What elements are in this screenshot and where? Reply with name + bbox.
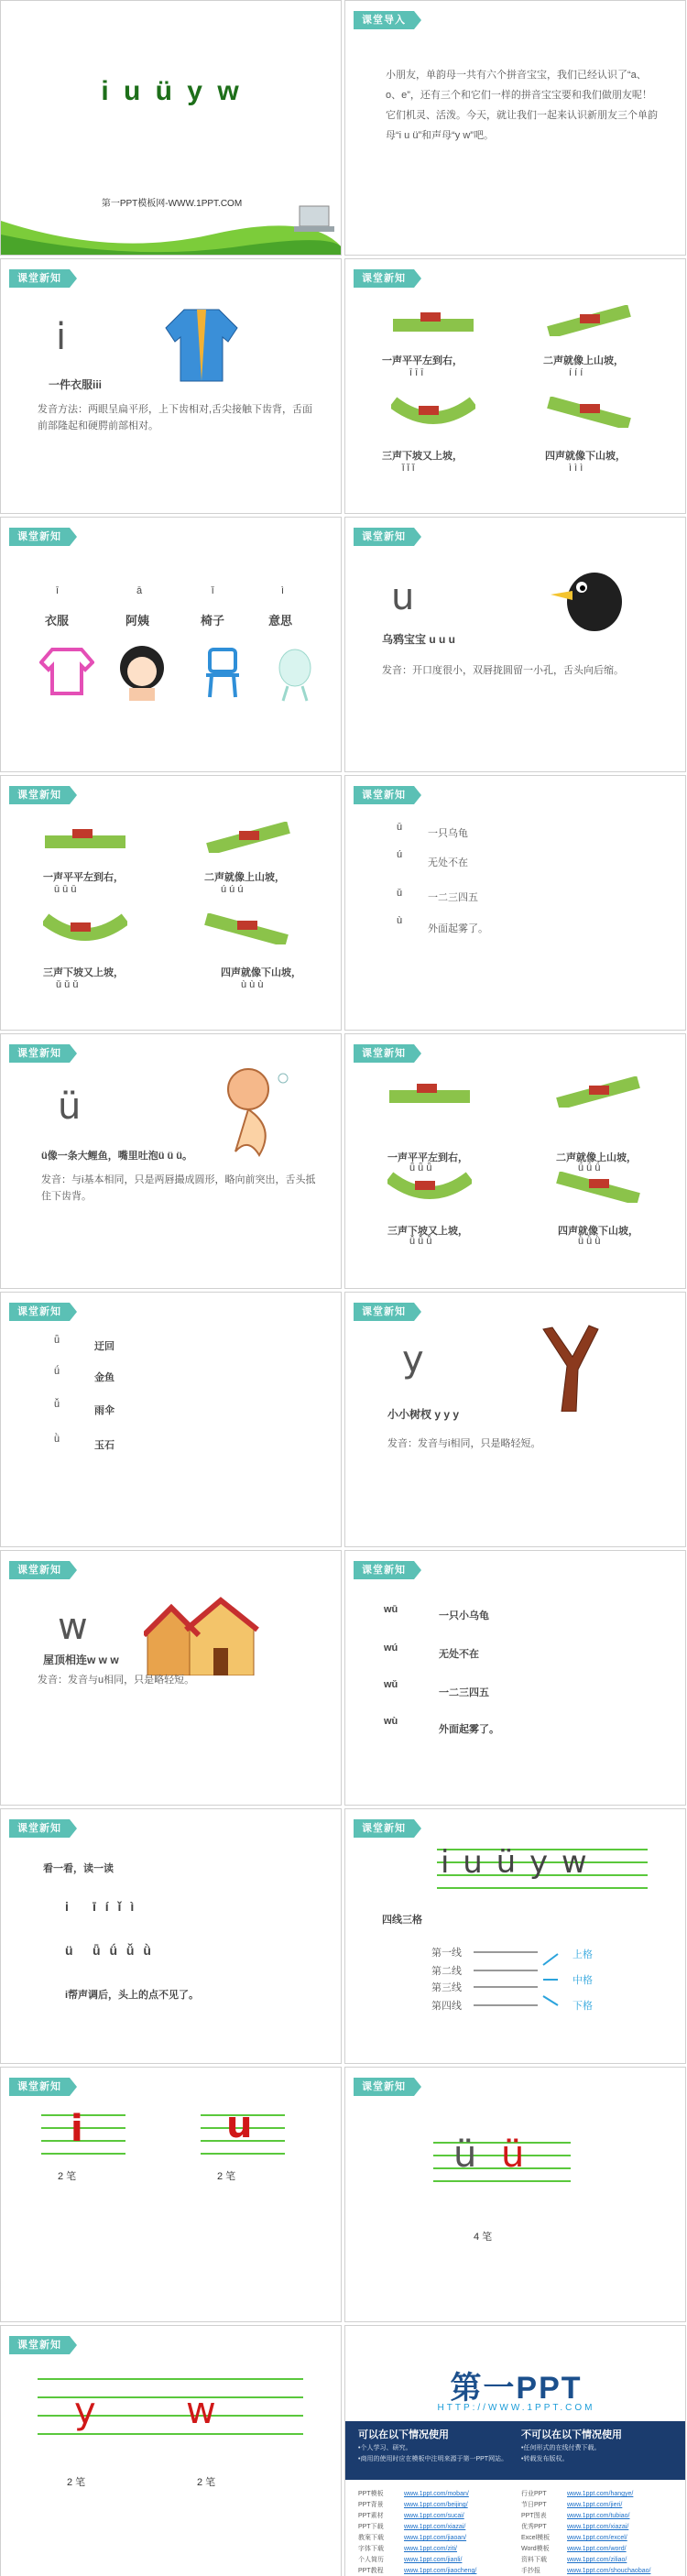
- resource-links-right: [521, 2489, 677, 2576]
- resource-link-label: 资料下载: [521, 2557, 547, 2563]
- wu-phrase3: 一二三四五: [439, 1687, 489, 1698]
- word2-tone: ā: [136, 585, 143, 596]
- resource-link-label: 教案下载: [358, 2535, 384, 2541]
- resource-link-label: Excel模板: [521, 2535, 551, 2541]
- write-letter-y: y: [74, 2390, 96, 2432]
- resource-link-row[interactable]: [521, 2500, 677, 2511]
- v-word4-tone: ǜ: [54, 1434, 60, 1445]
- shirt-icon: [39, 646, 94, 697]
- caption-y: 小小树杈 y y y: [387, 1408, 460, 1421]
- resource-link-label: 字体下载: [358, 2546, 384, 2552]
- can-use-line1: •个人学习、研究。: [358, 2445, 412, 2451]
- resource-link-row[interactable]: [358, 2566, 514, 2576]
- slide-letter-v: [0, 1033, 342, 1289]
- grid-lower: 下格: [572, 2000, 593, 2012]
- tone4-pinyin: ù ù ù: [241, 979, 264, 990]
- section-tag: 课堂新知: [354, 1303, 414, 1321]
- slide-v-words: [0, 1292, 342, 1547]
- resource-link-label: PPT背景: [358, 2502, 384, 2508]
- resource-link-url[interactable]: www.1ppt.com/beijing/: [404, 2502, 468, 2508]
- section-tag: 课堂新知: [9, 1819, 70, 1838]
- write-letter-u: u: [226, 2104, 253, 2146]
- slide-letter-w: [0, 1550, 342, 1806]
- rising-road-icon: [556, 1076, 640, 1108]
- wu-phrase1: 一只小乌龟: [439, 1610, 489, 1621]
- wu-phrase2-tone: wú: [384, 1643, 398, 1654]
- word3-tone: ǐ: [212, 585, 214, 596]
- resource-link-url[interactable]: www.1ppt.com/ziliao/: [567, 2557, 627, 2563]
- practice-row2-letter: ü: [65, 1943, 73, 1958]
- resource-link-label: 节日PPT: [521, 2502, 547, 2508]
- tone1-text: 一声平平左到右，: [382, 355, 463, 366]
- resource-link-row[interactable]: [358, 2522, 514, 2533]
- resource-link-row[interactable]: [521, 2522, 677, 2533]
- resource-link-label: PPT教程: [358, 2568, 384, 2574]
- tone1-pinyin: ī ī ī: [409, 367, 424, 378]
- tone2-text: 二声就像上山坡，: [204, 872, 285, 883]
- grid-diagram-lines: [474, 1947, 565, 2011]
- carp-fish-icon: [212, 1064, 303, 1159]
- slide-letter-i: [0, 258, 342, 514]
- grid-label: 四线三格: [382, 1915, 422, 1926]
- phrase3: 一二三四五: [428, 891, 478, 903]
- slide-write-i-u: [0, 2067, 342, 2322]
- rising-road-icon: [206, 822, 290, 853]
- line-name-2: 第二线: [431, 1965, 462, 1977]
- stroke-count-i: 2 笔: [58, 2171, 77, 2182]
- phrase1-tone: ū: [397, 822, 403, 833]
- practice-note: i帮声调后，头上的点不见了。: [65, 1990, 200, 2001]
- write-letter-i: i: [71, 2108, 83, 2150]
- tone3-pinyin: ǐ ǐ ǐ: [402, 463, 415, 474]
- resource-link-row[interactable]: [521, 2533, 677, 2544]
- resource-link-url[interactable]: www.1ppt.com/ziti/: [404, 2546, 457, 2552]
- slide-i-words: [0, 517, 342, 772]
- phrase1: 一只乌龟: [428, 827, 468, 839]
- section-tag: 课堂新知: [9, 786, 70, 804]
- resource-link-label: PPT下载: [358, 2524, 384, 2530]
- writing-lines-left: [41, 2112, 125, 2159]
- line-name-4: 第四线: [431, 2000, 462, 2012]
- slide-letter-y: [344, 1292, 686, 1547]
- can-use-title: 可以在以下情况使用: [358, 2429, 449, 2440]
- stroke-count-y: 2 笔: [67, 2477, 86, 2488]
- tone2-pinyin: ú ú ú: [221, 884, 244, 895]
- tone3-text: 三声下坡又上坡，: [43, 967, 124, 978]
- resource-link-url[interactable]: www.1ppt.com/xiazai/: [404, 2524, 466, 2530]
- resource-link-row[interactable]: [521, 2566, 677, 2576]
- tone4-text: 四声就像下山坡，: [558, 1226, 638, 1237]
- laptop-icon: [294, 204, 336, 237]
- slide-u-phrases: [344, 775, 686, 1031]
- tone3-pinyin: ǔ ǔ ǔ: [56, 979, 79, 990]
- tone1-pinyin: ǖ ǖ ǖ: [409, 1162, 432, 1173]
- line-name-3: 第三线: [431, 1981, 462, 1993]
- resource-link-url[interactable]: www.1ppt.com/jieri/: [567, 2502, 623, 2508]
- resource-link-row[interactable]: [358, 2511, 514, 2522]
- section-tag: 课堂新知: [354, 528, 414, 546]
- slide-letter-u: [344, 517, 686, 772]
- tree-branch-icon: [525, 1320, 607, 1412]
- resource-link-url[interactable]: www.1ppt.com/jianli/: [404, 2557, 463, 2563]
- stroke-count-v: 4 笔: [474, 2232, 493, 2243]
- resource-link-url[interactable]: www.1ppt.com/excel/: [567, 2535, 627, 2541]
- resource-link-label: Word模板: [521, 2546, 550, 2552]
- wu-phrase2: 无处不在: [439, 1649, 479, 1660]
- resource-link-label: 手抄报: [521, 2568, 540, 2574]
- grid-middle: 中格: [572, 1974, 593, 1986]
- pronunciation-v: 发音：与i基本相同，只是两唇撮成圆形，略向前突出，舌头抵住下齿背。: [41, 1174, 316, 1202]
- can-use-line2: •商用的使用时应在模板中注明来源于第一PPT网站。: [358, 2456, 508, 2462]
- pronunciation-i: 发音方法：两眼呈扁平形，上下齿相对,舌尖接触下齿背，舌面前部隆起和硬腭前部相对。: [38, 404, 313, 431]
- section-tag: 课堂新知: [354, 1044, 414, 1063]
- grid-letters: i u ü y w: [441, 1844, 589, 1881]
- tone3-text: 三声下坡又上坡，: [387, 1226, 468, 1237]
- resource-link-row[interactable]: [521, 2489, 677, 2500]
- slide-title: [0, 0, 342, 256]
- resource-link-url[interactable]: www.1ppt.com/jiaocheng/: [404, 2568, 477, 2574]
- write-letter-v-model: ü: [453, 2134, 477, 2176]
- wu-phrase4: 外面起雾了。: [439, 1724, 499, 1735]
- resource-link-label: PPT图表: [521, 2513, 547, 2519]
- flat-road-icon: [387, 1076, 472, 1108]
- pronunciation-u: 发音：开口度很小，双唇拢圆留一小孔，舌头向后缩。: [382, 665, 624, 676]
- write-letter-w: w: [186, 2390, 216, 2432]
- letter-u: u: [391, 576, 415, 618]
- tone4-pinyin: ì ì ì: [569, 463, 583, 474]
- section-tag: 课堂新知: [354, 1561, 414, 1579]
- letter-w: w: [58, 1606, 88, 1648]
- resource-link-label: 优秀PPT: [521, 2524, 547, 2530]
- letter-i: i: [56, 316, 67, 358]
- resource-link-label: 个人简历: [358, 2557, 384, 2563]
- falling-road-icon: [204, 913, 289, 944]
- section-tag: 课堂新知: [354, 786, 414, 804]
- word1-tone: ī: [56, 585, 60, 596]
- site-caption: 第一PPT模板网-WWW.1PPT.COM: [101, 199, 243, 209]
- tone2-pinyin: í í í: [569, 367, 583, 378]
- tone4-text: 四声就像下山坡，: [545, 451, 626, 462]
- v-word3: 雨伞: [94, 1405, 114, 1416]
- falling-road-icon: [547, 397, 631, 428]
- cannot-use-line1: •任何形式的在线付费下载。: [521, 2445, 601, 2451]
- slide-tones-i: [344, 258, 686, 514]
- tone1-pinyin: ū ū ū: [54, 884, 77, 895]
- section-tag: 课堂新知: [9, 2078, 70, 2096]
- rising-road-icon: [547, 305, 631, 336]
- phrase2-tone: ú: [397, 849, 403, 860]
- tone2-text: 二声就像上山坡，: [556, 1152, 637, 1163]
- auntie-icon: [114, 642, 169, 703]
- section-tag: 课堂新知: [9, 1303, 70, 1321]
- v-word2: 金鱼: [94, 1372, 114, 1383]
- slide-wu-phrases: [344, 1550, 686, 1806]
- tone4-text: 四声就像下山坡，: [221, 967, 301, 978]
- resource-link-label: 行业PPT: [521, 2491, 547, 2497]
- v-word3-tone: ǚ: [54, 1399, 60, 1410]
- grass-wave-decoration: [1, 202, 342, 256]
- slide-write-v: [344, 2067, 686, 2322]
- resource-link-row[interactable]: [358, 2489, 514, 2500]
- slide-write-y-w: [0, 2325, 342, 2576]
- caption-v: ü像一条大鲤鱼，嘴里吐泡ü ü ü。: [41, 1151, 192, 1162]
- resource-link-url[interactable]: www.1ppt.com/hangye/: [567, 2491, 634, 2497]
- word4: 意思: [268, 614, 293, 628]
- slide-credits: [344, 2325, 686, 2576]
- caption-w: 屋顶相连w w w: [43, 1654, 119, 1666]
- word3: 椅子: [201, 614, 225, 628]
- resource-link-url[interactable]: www.1ppt.com/sucai/: [404, 2513, 464, 2519]
- section-tag: 课堂新知: [9, 2336, 70, 2354]
- practice-heading: 看一看，读一读: [43, 1863, 114, 1874]
- tone3-pinyin: ǚ ǚ ǚ: [409, 1236, 432, 1247]
- wu-phrase3-tone: wǔ: [384, 1679, 398, 1690]
- caption-u: 乌鸦宝宝 u u u: [382, 633, 455, 646]
- section-tag: 课堂新知: [9, 269, 70, 288]
- section-tag: 课堂新知: [354, 1819, 414, 1838]
- section-tag: 课堂新知: [9, 528, 70, 546]
- tone1-text: 一声平平左到右，: [387, 1152, 468, 1163]
- cannot-use-line2: •转载发布版权。: [521, 2456, 569, 2462]
- resource-link-label: PPT素材: [358, 2513, 384, 2519]
- v-word4: 玉石: [94, 1440, 114, 1451]
- resource-link-url[interactable]: www.1ppt.com/shouchaobao/: [567, 2568, 651, 2574]
- word4-tone: ì: [281, 585, 285, 596]
- resource-link-url[interactable]: www.1ppt.com/jiaoan/: [404, 2535, 467, 2541]
- slide-title-heading: i u ü y w: [101, 76, 243, 106]
- flat-road-icon: [391, 305, 475, 336]
- falling-road-icon: [556, 1172, 640, 1203]
- letter-v: ü: [58, 1086, 82, 1128]
- tone3-text: 三声下坡又上坡，: [382, 451, 463, 462]
- section-tag: 课堂新知: [354, 269, 414, 288]
- resource-link-row[interactable]: [358, 2555, 514, 2566]
- resource-link-row[interactable]: [358, 2533, 514, 2544]
- phrase2: 无处不在: [428, 857, 468, 868]
- pronunciation-y: 发音：发音与i相同，只是略轻短。: [387, 1438, 541, 1449]
- v-word1: 迂回: [94, 1341, 114, 1352]
- phrase3-tone: ǔ: [397, 888, 403, 899]
- brand-url: HTTP://WWW.1PPT.COM: [437, 2403, 595, 2413]
- resource-link-row[interactable]: [521, 2555, 677, 2566]
- v-word1-tone: ǖ: [54, 1335, 60, 1346]
- slide-intro: [344, 0, 686, 256]
- brand-logo: 第一PPT: [450, 2371, 583, 2406]
- resource-link-url[interactable]: www.1ppt.com/word/: [567, 2546, 627, 2552]
- section-tag: 课堂导入: [354, 11, 414, 29]
- pronunciation-w: 发音：发音与u相同，只是略轻短。: [38, 1675, 195, 1686]
- houses-icon: [144, 1597, 263, 1675]
- resource-link-row[interactable]: [358, 2500, 514, 2511]
- dip-road-icon: [387, 1172, 472, 1203]
- wu-phrase1-tone: wū: [384, 1604, 398, 1615]
- grid-upper: 上格: [572, 1948, 593, 1960]
- cannot-use-title: 不可以在以下情况使用: [521, 2429, 622, 2440]
- section-tag: 课堂新知: [9, 1044, 70, 1063]
- letter-y: y: [402, 1338, 424, 1381]
- section-tag: 课堂新知: [9, 1561, 70, 1579]
- write-letter-v-red: ü: [501, 2134, 525, 2176]
- phrase4-tone: ù: [397, 915, 403, 926]
- slide-read-practice: [0, 1808, 342, 2064]
- v-word2-tone: ǘ: [54, 1366, 60, 1377]
- practice-row1-letter: i: [65, 1899, 69, 1914]
- crow-icon: [549, 558, 631, 640]
- slide-tones-u: [0, 775, 342, 1031]
- stroke-count-w: 2 笔: [197, 2477, 216, 2488]
- resource-links-left: [358, 2489, 514, 2576]
- wu-phrase4-tone: wù: [384, 1716, 398, 1727]
- resource-link-row[interactable]: [521, 2544, 677, 2555]
- flat-road-icon: [43, 822, 127, 853]
- caption-i: 一件衣服iii: [49, 378, 103, 391]
- tone2-pinyin: ǘ ǘ ǘ: [578, 1162, 601, 1173]
- bean-character-icon: [274, 646, 316, 704]
- slide-four-line-grid: [344, 1808, 686, 2064]
- resource-link-url[interactable]: www.1ppt.com/moban/: [404, 2491, 469, 2497]
- slide-tones-v: [344, 1033, 686, 1289]
- resource-link-row[interactable]: [358, 2544, 514, 2555]
- resource-link-row[interactable]: [521, 2511, 677, 2522]
- tone4-pinyin: ǜ ǜ ǜ: [578, 1236, 601, 1247]
- dip-road-icon: [391, 397, 475, 428]
- jacket-icon: [164, 300, 239, 385]
- stroke-count-u: 2 笔: [217, 2171, 236, 2182]
- dip-road-icon: [43, 913, 127, 944]
- tone2-text: 二声就像上山坡，: [543, 355, 624, 366]
- intro-paragraph: 小朋友，单韵母一共有六个拼音宝宝，我们已经认识了“a、o、e”，还有三个和它们一样的拼音宝宝要和我们做朋友呢！它们机灵、活泼。今天，就让我们一起来认识新朋友三个单韵母“i u ü”和声母“y w”吧。: [386, 70, 658, 141]
- practice-row1-tones: ī í ǐ ì: [93, 1899, 137, 1914]
- tone1-text: 一声平平左到右，: [43, 872, 124, 883]
- resource-link-url[interactable]: www.1ppt.com/tubiao/: [567, 2513, 630, 2519]
- chair-icon: [199, 646, 246, 701]
- section-tag: 课堂新知: [354, 2078, 414, 2096]
- line-name-1: 第一线: [431, 1947, 462, 1959]
- practice-row2-tones: ǖ ǘ ǚ ǜ: [93, 1943, 154, 1958]
- word1: 衣服: [45, 614, 70, 628]
- resource-link-url[interactable]: www.1ppt.com/xiazai/: [567, 2524, 629, 2530]
- phrase4: 外面起雾了。: [428, 922, 488, 934]
- resource-link-label: PPT模板: [358, 2491, 384, 2497]
- word2: 阿姨: [125, 614, 150, 628]
